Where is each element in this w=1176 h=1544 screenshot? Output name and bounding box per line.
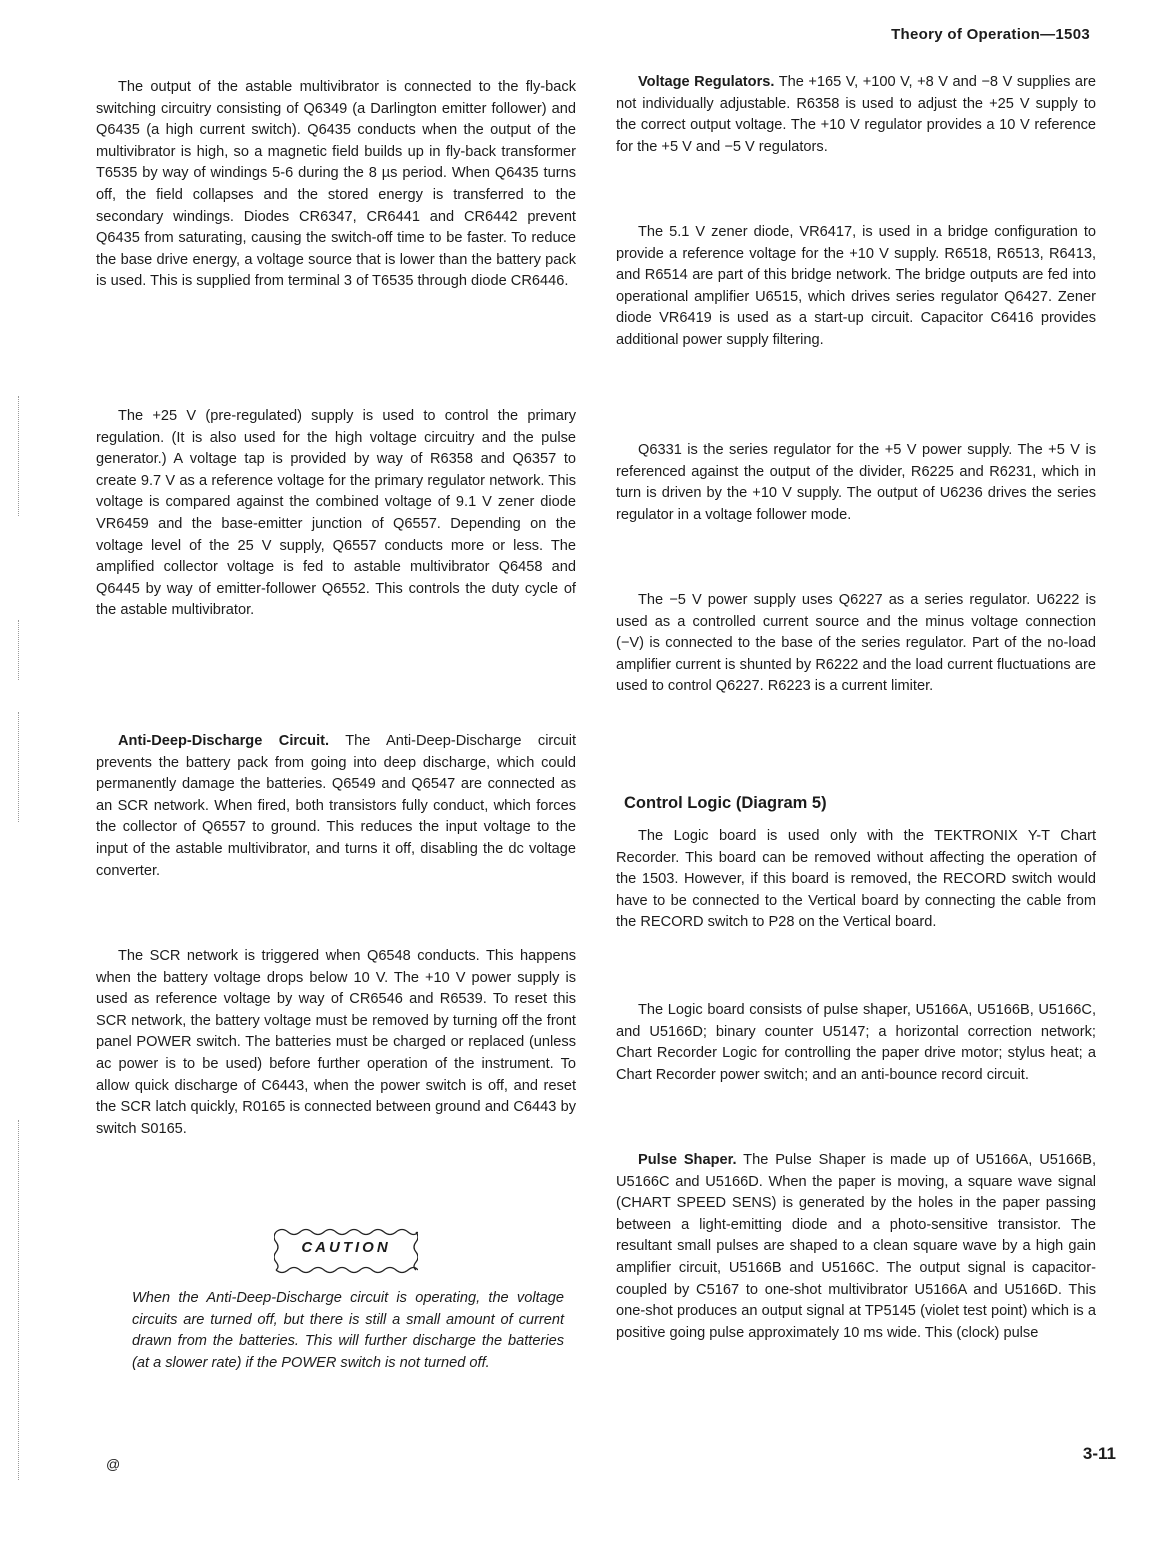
caution-box: [274, 1226, 418, 1276]
page-header: Theory of Operation—1503: [891, 26, 1090, 43]
page-number: 3-11: [1082, 1444, 1116, 1463]
copyright-icon: @: [106, 1456, 121, 1472]
margin-mark: [18, 396, 19, 516]
margin-mark: [18, 620, 19, 680]
margin-mark: [18, 1120, 19, 1480]
left-paragraph-2: The +25 V (pre-regulated) supply is used to control the primary regulation. (It is also used for the high voltage circuitry and the pulse generator.) A voltage tap is provided by way of R6358 and Q6357 to create 9.7 V as a reference voltage for the primary regulator network. This voltage is compared against the combined voltage of 9.1 V zener diode VR6459 and the base-emitter junction of Q6557. Depending on the voltage level of the 25 V supply, Q6557 conducts more or less. The amplified collector voltage is fed to astable multivibrator Q6458 and Q6445 by way of emitter-follower Q6552. This controls the duty cycle of the astable multivibrator.: [96, 408, 576, 619]
right-paragraph-4: The −5 V power supply uses Q6227 as a series regulator. U6222 is used as a controlled current source and the minus voltage connection (−V) is connected to the base of the series regulator. Part of the no-load amplifier current is shunted by R6222 and the load current fluctuations are used to control Q6227. R6223 is a current limiter.: [616, 592, 1096, 695]
right-paragraph-6: The Logic board consists of pulse shaper, U5166A, U5166B, U5166C, and U5166D; binary counter U5147; a horizontal correction network; Chart Recorder Logic for controlling the paper drive motor; stylus heat; a Chart Recorder power switch; and an anti-bounce record circuit.: [616, 1002, 1096, 1083]
control-logic-heading: Control Logic (Diagram 5): [624, 794, 827, 812]
right-paragraph-7: Pulse Shaper. The Pulse Shaper is made up of U5166A, U5166B, U5166C and U5166D. When the paper is moving, a square wave signal (CHART SPEED SENS) is generated by the holes in the paper passing between a light-emitting diode and a photo-sensitive transistor. The resultant small pulses are shaped to a clean square wave by a high gain amplifier circuit, U5166B and U5166C. The output signal is capacitor-coupled by C5167 to one-shot multivibrator U5166A and U5166D. This one-shot produces an output signal at TP5145 (violet test point) which is a positive going pulse approximately 10 ms wide. This (clock) pulse: [616, 1152, 1096, 1341]
pulse-shaper-heading: Pulse Shaper.: [638, 1152, 737, 1168]
left-paragraph-1: The output of the astable multivibrator is connected to the fly-back switching circuitry consisting of Q6349 (a Darlington emitter follower) and Q6435 (a high current switch). Q6435 conducts when the output of the multivibrator is high, so a magnetic field builds up in fly-back transformer T6535 by way of windings 5-6 during the 8 µs period. When Q6435 turns off, the field collapses and the stored energy is transferred to the secondary windings. Diodes CR6347, CR6441 and CR6442 prevent Q6435 from saturating, causing the switch-off time to be faster. To reduce the base drive energy, a voltage source that is lower than the battery pack is used. This is supplied from terminal 3 of T6535 through diode CR6446.: [96, 79, 576, 290]
left-paragraph-4: The SCR network is triggered when Q6548 conducts. This happens when the battery voltage drops below 10 V. The +10 V power supply is used as reference voltage by way of CR6546 and R6539. To reset this SCR network, the battery voltage must be removed by turning off the front panel POWER switch. The batteries must be charged or replaced (unless ac power is to be used) before further operation of the instrument. To allow quick discharge of C6443, when the power switch is off, and reset the SCR latch quickly, R0165 is connected between ground and C6443 by switch S0165.: [96, 948, 576, 1137]
caution-label: CAUTION: [301, 1239, 391, 1256]
left-paragraph-3: [96, 731, 576, 882]
caution-text: When the Anti-Deep-Discharge circuit is operating, the voltage circuits are turned off, but there is still a small amount of current drawn from the batteries. This will further discharge the batteries (at a slower rate) if the POWER switch is not turned off.: [132, 1290, 564, 1371]
right-paragraph-5: The Logic board is used only with the TEKTRONIX Y-T Chart Recorder. This board can be removed without affecting the operation of the 1503. However, if this board is removed, the RECORD switch would have to be connected to the Vertical board by connecting the cable from the RECORD switch to P28 on the Vertical board.: [616, 828, 1096, 931]
right-paragraph-2: The 5.1 V zener diode, VR6417, is used in a bridge configuration to provide a reference voltage for the +10 V supply. R6518, R6513, R6413, and R6514 are part of this bridge network. The bridge outputs are fed into operational amplifier U6515, which drives series regulator Q6427. Zener diode VR6419 is used as a start-up circuit. Capacitor C6416 provides additional power supply filtering.: [616, 224, 1096, 348]
anti-deep-discharge-heading: Anti-Deep-Discharge Circuit.: [118, 733, 330, 749]
margin-mark: [18, 712, 19, 822]
voltage-regulators-heading: Voltage Regulators.: [638, 74, 775, 90]
right-paragraph-3: Q6331 is the series regulator for the +5 V power supply. The +5 V is referenced against the output of the divider, R6225 and R6231, which in turn is driven by the +10 V supply. The output of U6236 drives the series regulator in a voltage follower mode.: [616, 442, 1096, 523]
right-paragraph-1: Voltage Regulators. The +165 V, +100 V, +8 V and −8 V supplies are not individually adjustable. R6358 is used to adjust the +25 V supply to the correct output voltage. The +10 V regulator provides a 10 V reference for the +5 V and −5 V regulators.: [616, 74, 1096, 155]
anti-deep-discharge-text: The Anti-Deep-Discharge circuit prevents the battery pack from going into deep discharge, which could permanently damage the batteries. Q6549 and Q6547 are connected as an SCR network. When fired, both transistors fully conduct, which forces the collector of Q6557 to ground. This reduces the input voltage to the input of the astable multivibrator, and turns it off, disabling the dc voltage converter.: [96, 733, 577, 879]
